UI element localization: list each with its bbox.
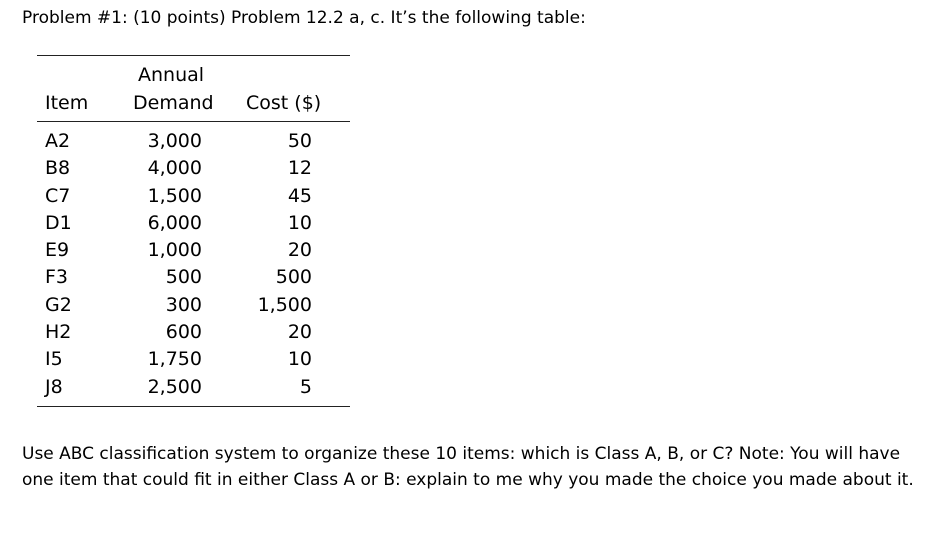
table-row (0, 237, 360, 264)
cell-annual-demand: 1,750 (147, 348, 202, 371)
cell-annual-demand: 2,500 (147, 375, 202, 398)
cell-item: H2 (45, 321, 72, 344)
cell-annual-demand: 500 (165, 266, 202, 289)
table-row (0, 319, 360, 346)
cell-annual-demand: 4,000 (147, 157, 202, 180)
cell-cost: 12 (287, 157, 312, 180)
cell-cost: 50 (287, 130, 312, 152)
instructions-text: Use ABC classification system to organize these 10 items: which is Class A, B, or C? Note: You will have one item that could fit in either Class A or B: explain to me why you made the choice you made about it. (22, 444, 914, 490)
cell-cost: 45 (287, 184, 312, 207)
cell-annual-demand: 1,500 (147, 184, 202, 207)
cell-item: I5 (45, 348, 63, 371)
table-row (0, 183, 360, 210)
table-row (0, 210, 360, 237)
column-header-demand-line1: Annual (138, 64, 205, 86)
table-row (0, 264, 360, 291)
table-bottom-rule (37, 406, 350, 407)
column-header-item: Item (45, 92, 89, 114)
cell-item: J8 (45, 375, 63, 398)
problem-heading: Problem #1: (10 points) Problem 12.2 a, c. It’s the following table: (22, 8, 586, 28)
table-row (0, 128, 360, 155)
cell-annual-demand: 300 (165, 293, 202, 316)
cell-item: C7 (45, 184, 71, 207)
table-body (0, 128, 360, 401)
cell-annual-demand: 1,000 (147, 239, 202, 262)
cell-item: F3 (45, 266, 69, 289)
column-header-demand-line2: Demand (133, 92, 214, 114)
table-row (0, 155, 360, 182)
cell-annual-demand: 6,000 (147, 211, 202, 234)
table-header-rule (37, 121, 350, 122)
cell-annual-demand: 600 (165, 321, 202, 344)
cell-cost: 1,500 (257, 293, 312, 316)
table-top-rule (37, 55, 350, 56)
cell-cost: 10 (287, 211, 312, 234)
table-row (0, 374, 360, 401)
cell-cost: 10 (287, 348, 312, 371)
cell-cost: 5 (299, 375, 312, 398)
table-row (0, 346, 360, 373)
cell-item: E9 (45, 239, 70, 262)
cell-cost: 20 (287, 321, 312, 344)
cell-item: A2 (45, 130, 71, 152)
table-row (0, 292, 360, 319)
cell-item: G2 (45, 293, 72, 316)
column-header-cost: Cost ($) (246, 92, 322, 114)
cell-cost: 20 (287, 239, 312, 262)
cell-item: D1 (45, 211, 72, 234)
cell-item: B8 (45, 157, 71, 180)
cell-cost: 500 (275, 266, 312, 289)
cell-annual-demand: 3,000 (147, 130, 202, 152)
